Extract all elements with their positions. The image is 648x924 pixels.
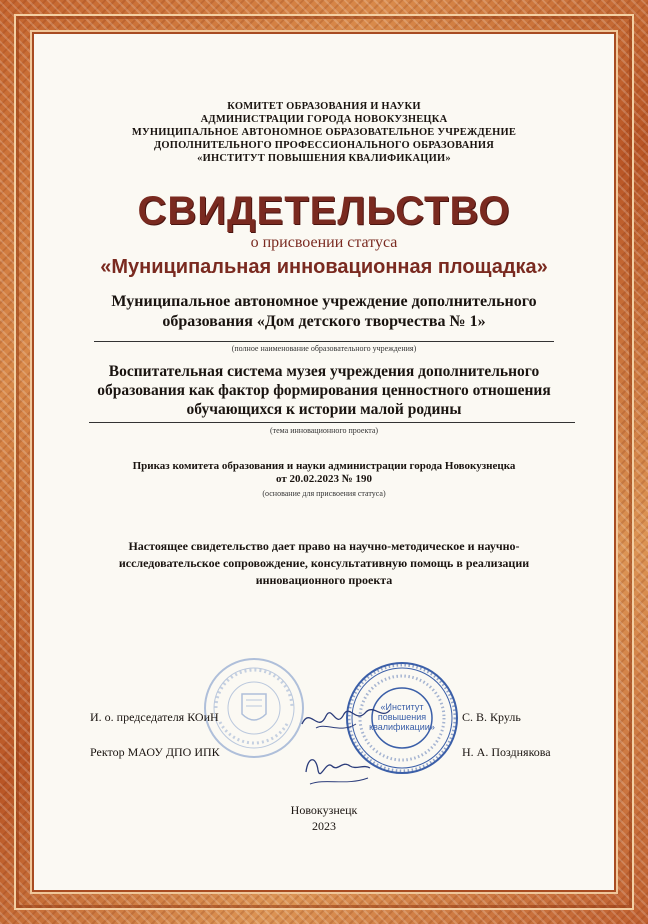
- header-line: «ИНСТИТУТ ПОВЫШЕНИЯ КВАЛИФИКАЦИИ»: [197, 153, 451, 164]
- rights-line: Настоящее свидетельство дает право на научно-методическое и научно-: [128, 539, 520, 553]
- issuer-header: [34, 100, 614, 165]
- rights-statement: [34, 538, 614, 589]
- signatory-name: С. В. Круль: [462, 710, 521, 724]
- organization-name: [34, 292, 614, 332]
- organization-line: Муниципальное автономное учреждение дополнительного: [111, 293, 537, 310]
- certificate-paper: [34, 34, 614, 890]
- seal-center-text: «Институт повышения квалификации»: [369, 702, 435, 732]
- rights-line: исследовательское сопровождение, консультативную помощь в реализации: [118, 556, 530, 570]
- organization-caption: (полное наименование образовательного учреждения): [231, 344, 417, 353]
- topic-underline: [89, 422, 575, 423]
- topic-caption: (тема инновационного проекта): [269, 426, 379, 435]
- header-line: МУНИЦИПАЛЬНОЕ АВТОНОМНОЕ ОБРАЗОВАТЕЛЬНОЕ УЧРЕЖДЕНИЕ: [131, 127, 517, 138]
- header-line: ДОПОЛНИТЕЛЬНОГО ПРОФЕССИОНАЛЬНОГО ОБРАЗОВАНИЯ: [154, 140, 494, 151]
- rights-line: инновационного проекта: [255, 573, 393, 587]
- order-basis: [34, 460, 614, 486]
- year: 2023: [312, 819, 336, 833]
- certificate-title: СВИДЕТЕЛЬСТВО: [137, 189, 511, 233]
- certificate-subtitle: о присвоении статуса: [250, 234, 398, 251]
- project-topic: [34, 362, 614, 419]
- order-line: от 20.02.2023 № 190: [275, 473, 373, 485]
- signatory-role: Ректор МАОУ ДПО ИПК: [90, 745, 220, 759]
- organization-line: образования «Дом детского творчества № 1»: [162, 313, 486, 330]
- place-and-year: [34, 802, 614, 834]
- topic-line: обучающихся к истории малой родины: [186, 401, 462, 418]
- handwritten-signatures: [296, 694, 396, 790]
- status-name: «Муниципальная инновационная площадка»: [100, 256, 548, 278]
- topic-line: Воспитательная система музея учреждения дополнительного: [108, 363, 540, 380]
- header-line: АДМИНИСТРАЦИИ ГОРОДА НОВОКУЗНЕЦКА: [200, 114, 448, 125]
- topic-line: образования как фактор формирования ценностного отношения: [97, 382, 551, 399]
- signatory-name: Н. А. Позднякова: [462, 745, 551, 759]
- signatory-role: И. о. председателя КОиН: [90, 710, 219, 724]
- order-line: Приказ комитета образования и науки администрации города Новокузнецка: [132, 460, 516, 472]
- header-line: КОМИТЕТ ОБРАЗОВАНИЯ И НАУКИ: [227, 101, 421, 112]
- city: Новокузнецк: [290, 803, 358, 817]
- organization-underline: [94, 341, 554, 342]
- order-caption: (основание для присвоения статуса): [262, 489, 386, 498]
